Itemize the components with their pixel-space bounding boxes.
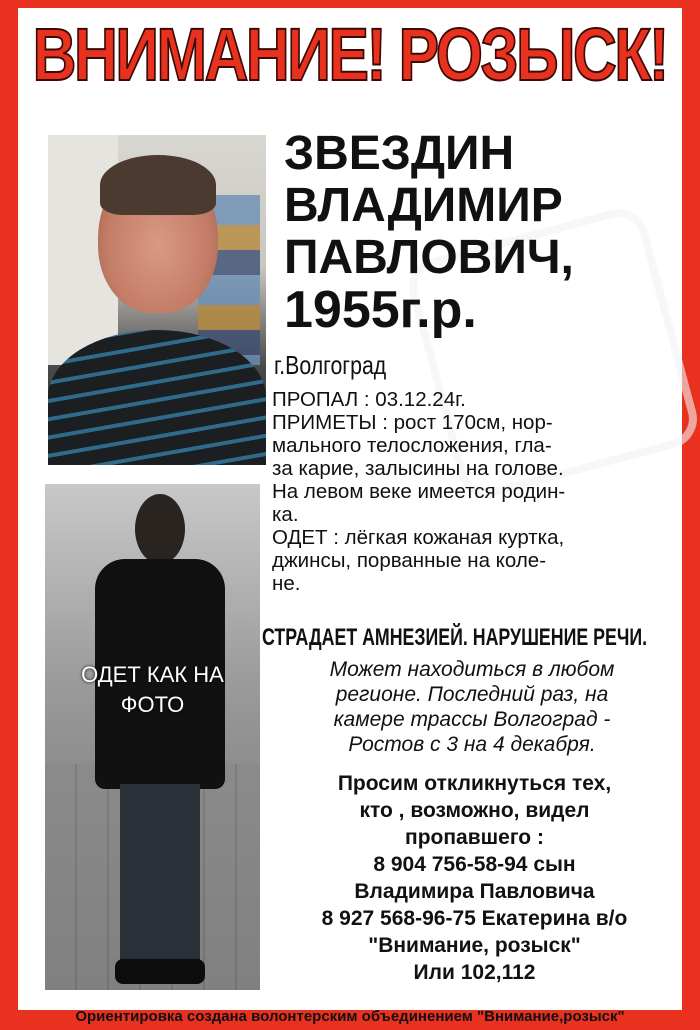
birth-year: 1955г.р.: [284, 281, 477, 339]
person-name: [284, 127, 574, 339]
portrait-photo: [48, 135, 266, 465]
contact-plea: Просим откликнуться тех, кто , возможно, видел пропавшего : 8 904 756-58-94 сын Владимира Павловича 8 927 568-96-75 Екатерина в/о "Внимание, розыск" Или 102,112: [262, 770, 687, 986]
first-name: ВЛАДИМИР: [284, 179, 563, 232]
last-seen-note: Может находиться в любом регионе. Последний раз, на камере трассы Волгоград - Ростов с 3 на 4 декабря.: [329, 658, 615, 756]
patronymic: ПАВЛОВИЧ,: [284, 231, 574, 284]
full-body-photo: [45, 484, 260, 990]
missing-date: ПРОПАЛ : 03.12.24г.: [272, 388, 466, 411]
footer-credit: Ориентировка создана волонтерским объединением "Внимание,розыск": [75, 1008, 625, 1025]
city: г.Волгоград: [274, 350, 387, 380]
photo-caption: ОДЕТ КАК НА ФОТО: [81, 662, 224, 717]
headline-text: ВНИМАНИЕ! РОЗЫСК!: [32, 12, 668, 96]
emergency-numbers: Или 102,112: [413, 961, 536, 984]
surname: ЗВЕЗДИН: [284, 127, 515, 180]
condition-note: СТРАДАЕТ АМНЕЗИЕЙ. НАРУШЕНИЕ РЕЧИ.: [262, 624, 648, 651]
description: ПРОПАЛ : 03.12.24г. ПРИМЕТЫ : рост 170см, нор- мального телосложения, гла- за карие, залысины на голове. На левом веке имеется родин- ка. ОДЕТ : лёгкая кожаная куртка, джинсы, порванные на коле- не.: [272, 388, 682, 595]
phone-volunteer[interactable]: 8 927 568-96-75 Екатерина в/о: [321, 907, 628, 930]
headline: [0, 0, 700, 108]
phone-son[interactable]: 8 904 756-58-94 сын: [373, 853, 576, 876]
